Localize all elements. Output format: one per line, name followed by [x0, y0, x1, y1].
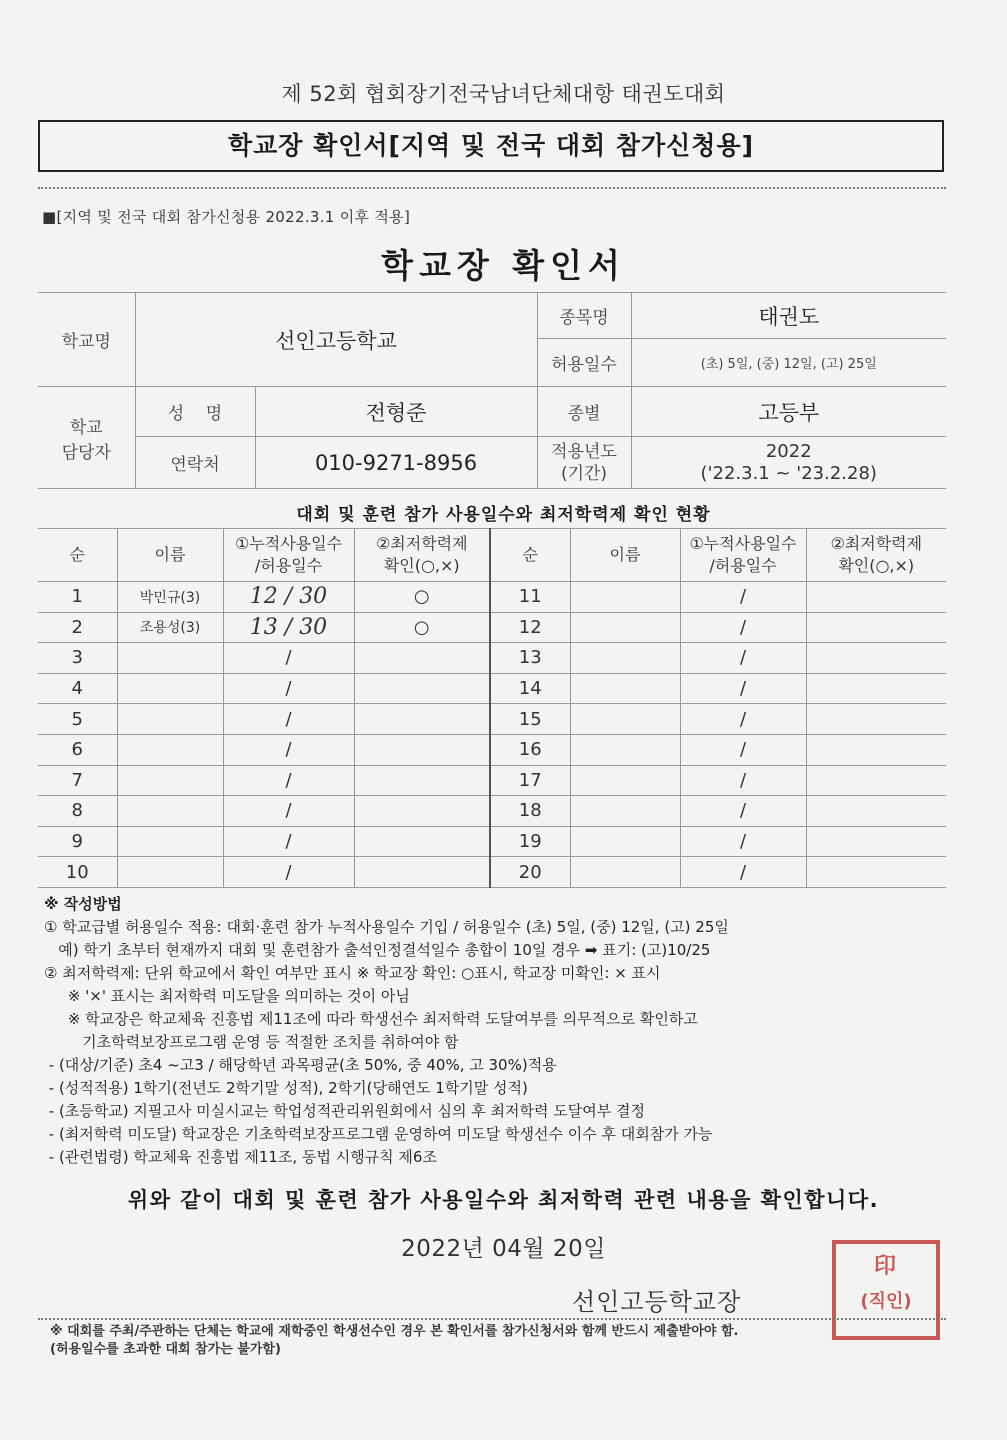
academic-check — [806, 704, 946, 735]
academic-check — [806, 796, 946, 827]
academic-check — [806, 643, 946, 674]
row-number: 11 — [490, 582, 570, 613]
notice-text: ■[지역 및 전국 대회 참가신청용 2022.3.1 이후 적용] — [42, 208, 411, 226]
header-no: 순 — [38, 529, 117, 582]
row-number: 13 — [490, 643, 570, 674]
table-row — [38, 826, 946, 857]
row-number: 15 — [490, 704, 570, 735]
row-number: 7 — [38, 765, 117, 796]
athlete-name — [117, 826, 223, 857]
header-days-right: ①누적사용일수 /허용일수 — [680, 529, 806, 582]
used-days: / — [223, 826, 354, 857]
used-days: / — [680, 765, 806, 796]
athlete-name — [117, 734, 223, 765]
instruction-line: - (관련법령) 학교체육 진흥법 제11조, 동법 시행규칙 제6조 — [44, 1148, 437, 1166]
row-number: 9 — [38, 826, 117, 857]
used-days: / — [680, 643, 806, 674]
athlete-name — [570, 826, 680, 857]
instruction-line: - (대상/기준) 초4 ~고3 / 해당학년 과목평균(초 50%, 중 40%, 고 30%)적용 — [44, 1056, 557, 1074]
academic-check — [354, 796, 490, 827]
row-number: 8 — [38, 796, 117, 827]
table-row — [38, 857, 946, 888]
used-days: / — [680, 857, 806, 888]
contact-name: 전형준 — [255, 387, 537, 437]
athlete-name — [117, 643, 223, 674]
row-number: 12 — [490, 612, 570, 643]
row-number: 4 — [38, 673, 117, 704]
athlete-name — [570, 704, 680, 735]
header-no-right: 순 — [490, 529, 570, 582]
event-title: 제 52회 협회장기전국남녀단체대항 태권도대회 — [281, 82, 726, 106]
instruction-line: ① 학교급별 허용일수 적용: 대회·훈련 참가 누적사용일수 기입 / 허용일수 (초) 5일, (중) 12일, (고) 25일 — [44, 918, 729, 936]
used-days: / — [680, 673, 806, 704]
table-row — [38, 796, 946, 827]
seal-label: (직인) — [860, 1291, 912, 1312]
academic-check — [354, 857, 490, 888]
academic-check — [354, 765, 490, 796]
academic-check: ○ — [354, 582, 490, 613]
athlete-name — [570, 643, 680, 674]
document-title: 학교장 확인서 — [381, 246, 626, 285]
athlete-name — [570, 673, 680, 704]
athlete-name: 조용성(3) — [117, 612, 223, 643]
participation-table — [38, 528, 946, 888]
row-number: 1 — [38, 582, 117, 613]
athlete-name — [117, 857, 223, 888]
row-number: 2 — [38, 612, 117, 643]
header-name-right: 이름 — [570, 529, 680, 582]
athlete-name — [117, 673, 223, 704]
athlete-name — [570, 796, 680, 827]
dotted-divider — [38, 187, 946, 189]
official-seal: 印 (직인) — [832, 1240, 940, 1340]
instructions-heading: ※ 작성방법 — [44, 895, 122, 913]
athlete-name — [117, 765, 223, 796]
table-row — [38, 734, 946, 765]
athlete-name — [117, 704, 223, 735]
academic-check — [806, 826, 946, 857]
used-days: 12 / 30 — [223, 582, 354, 613]
instruction-line: - (초등학교) 지필고사 미실시교는 학업성적관리위원회에서 심의 후 최저학력 도달여부 결정 — [44, 1102, 645, 1120]
instruction-line: 예) 학기 초부터 현재까지 대회 및 훈련참가 출석인정결석일수 총합이 10일 경우 ➡ 표기: (고)10/25 — [44, 941, 711, 959]
period-value: ('22.3.1 ~ '23.2.28) — [700, 462, 877, 484]
table-row — [38, 673, 946, 704]
name-label: 성 명 — [135, 387, 255, 437]
academic-check — [354, 826, 490, 857]
footer-divider — [38, 1318, 946, 1320]
row-number: 16 — [490, 734, 570, 765]
footer-line: (허용일수를 초과한 대회 참가는 불가함) — [50, 1342, 281, 1357]
academic-check — [806, 582, 946, 613]
row-number: 6 — [38, 734, 117, 765]
used-days: / — [680, 796, 806, 827]
row-number: 3 — [38, 643, 117, 674]
sport-value: 태권도 — [631, 293, 946, 339]
used-days: / — [223, 704, 354, 735]
academic-check — [354, 704, 490, 735]
header-name: 이름 — [117, 529, 223, 582]
athlete-name — [570, 857, 680, 888]
instruction-line: ※ '×' 표시는 최저학력 미도달을 의미하는 것이 아님 — [44, 987, 410, 1005]
academic-check — [354, 673, 490, 704]
instruction-line: - (성적적용) 1학기(전년도 2학기말 성적), 2학기(당해연도 1학기말 성적) — [44, 1079, 528, 1097]
academic-check — [354, 643, 490, 674]
row-number: 17 — [490, 765, 570, 796]
instruction-line: 기초학력보장프로그램 운영 등 적절한 조치를 취하여야 함 — [44, 1033, 459, 1051]
row-number: 20 — [490, 857, 570, 888]
academic-check — [806, 734, 946, 765]
used-days: / — [223, 796, 354, 827]
row-number: 14 — [490, 673, 570, 704]
year-cell — [631, 437, 946, 489]
row-number: 18 — [490, 796, 570, 827]
year-value: 2022 — [765, 440, 812, 462]
header-days: ①누적사용일수 /허용일수 — [223, 529, 354, 582]
athlete-name — [570, 582, 680, 613]
category-label: 종별 — [537, 387, 631, 437]
athlete-name — [117, 796, 223, 827]
athlete-name — [570, 765, 680, 796]
header-academic: ②최저학력제 확인(○,×) — [354, 529, 490, 582]
form-title: 학교장 확인서[지역 및 전국 대회 참가신청용] — [38, 120, 944, 172]
footer-note — [50, 1323, 738, 1359]
school-name: 선인고등학교 — [135, 293, 537, 387]
row-number: 19 — [490, 826, 570, 857]
phone-label: 연락처 — [135, 437, 255, 489]
table-row — [38, 704, 946, 735]
academic-check: ○ — [354, 612, 490, 643]
school-label: 학교명 — [38, 293, 135, 387]
academic-check — [354, 734, 490, 765]
instruction-line: ※ 학교장은 학교체육 진흥법 제11조에 따라 학생선수 최저학력 도달여부를 의무적으로 확인하고 — [44, 1010, 698, 1028]
footer-line: ※ 대회를 주최/주관하는 단체는 학교에 재학중인 학생선수인 경우 본 확인서를 참가신청서와 함께 반드시 제출받아야 함. — [50, 1324, 739, 1339]
instruction-line: - (최저학력 미도달) 학교장은 기초학력보장프로그램 운영하여 미도달 학생선수 이수 후 대회참가 가능 — [44, 1125, 713, 1143]
instructions — [44, 893, 954, 1169]
table-subtitle: 대회 및 훈련 참가 사용일수와 최저학력제 확인 현황 — [296, 505, 711, 525]
used-days: / — [223, 673, 354, 704]
contact-label: 학교 담당자 — [38, 387, 135, 489]
table-row — [38, 765, 946, 796]
athlete-name: 박민규(3) — [117, 582, 223, 613]
table-row — [38, 612, 946, 643]
used-days: / — [680, 734, 806, 765]
table-row — [38, 582, 946, 613]
used-days: / — [223, 643, 354, 674]
row-number: 10 — [38, 857, 117, 888]
header-academic-right: ②최저학력제 확인(○,×) — [806, 529, 946, 582]
year-label: 적용년도 (기간) — [537, 437, 631, 489]
confirmation-statement: 위와 같이 대회 및 훈련 참가 사용일수와 최저학력 관련 내용을 확인합니다. — [127, 1188, 880, 1212]
info-table — [38, 292, 946, 489]
athlete-name — [570, 612, 680, 643]
used-days: / — [223, 857, 354, 888]
athlete-name — [570, 734, 680, 765]
used-days: / — [223, 765, 354, 796]
issue-date: 2022년 04월 20일 — [401, 1236, 606, 1262]
row-number: 5 — [38, 704, 117, 735]
academic-check — [806, 857, 946, 888]
used-days: / — [680, 704, 806, 735]
used-days: 13 / 30 — [223, 612, 354, 643]
allow-days-value: (초) 5일, (중) 12일, (고) 25일 — [631, 339, 946, 387]
academic-check — [806, 673, 946, 704]
category-value: 고등부 — [631, 387, 946, 437]
academic-check — [806, 612, 946, 643]
used-days: / — [680, 612, 806, 643]
allow-days-label: 허용일수 — [537, 339, 631, 387]
used-days: / — [680, 826, 806, 857]
principal-signature: 선인고등학교장 — [572, 1288, 742, 1316]
table-header-row — [38, 529, 946, 582]
academic-check — [806, 765, 946, 796]
sport-label: 종목명 — [537, 293, 631, 339]
used-days: / — [223, 734, 354, 765]
table-row — [38, 643, 946, 674]
phone-value: 010-9271-8956 — [255, 437, 537, 489]
instruction-line: ② 최저학력제: 단위 학교에서 확인 여부만 표시 ※ 학교장 확인: ○표시, 학교장 미확인: × 표시 — [44, 964, 661, 982]
used-days: / — [680, 582, 806, 613]
